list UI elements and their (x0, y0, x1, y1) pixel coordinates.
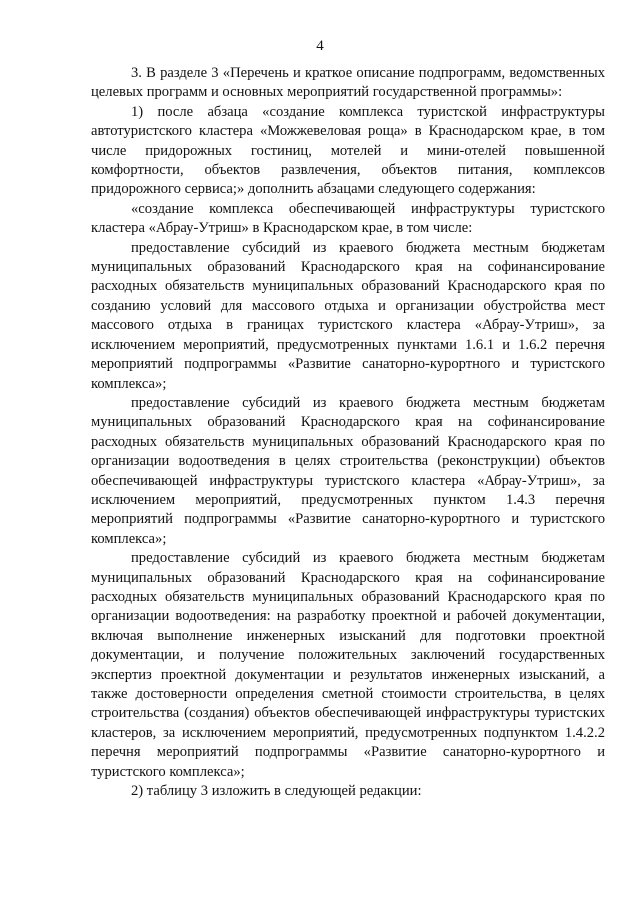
paragraph-subsidy-water-disposal: предоставление субсидий из краевого бюджета местным бюджетам муниципальных образований Краснодарского края на софинансирование расходных обязательств муниципальных образований Краснодарского края по организации водоотведения в целях строительства (реконструкции) объектов обеспечивающей инфраструктуры туристского кластера «Абрау-Утриш», за исключением мероприятий, предусмотренных пунктом 1.4.3 перечня мероприятий подпрограммы «Развитие санаторно-курортного и туристского комплекса»; (91, 394, 605, 547)
paragraph-abrau-utrish-cluster: «создание комплекса обеспечивающей инфраструктуры туристского кластера «Абрау-Утриш» в Краснодарском крае, в том числе: (91, 200, 605, 237)
paragraph-subsidy-design-documentation: предоставление субсидий из краевого бюджета местным бюджетам муниципальных образований Краснодарского края на софинансирование расходных обязательств муниципальных образований Краснодарского края по организации водоотведения: на разработку проектной и рабочей документации, включая выполнение инженерных изысканий для подготовки проектной документации, и получение положительных заключений государственных экспертиз проектной документации и результатов инженерных изысканий, а также достоверности определения сметной стоимости строительства, в целях строительства (создания) объектов обеспечивающей инфраструктуры туристских кластеров, за исключением мероприятий, предусмотренных подпунктом 1.4.2.2 перечня мероприятий подпрограммы «Развитие санаторно-курортного и туристского комплекса»; (91, 550, 605, 780)
paragraph-item-2: 2) таблицу 3 изложить в следующей редакции: (131, 783, 422, 800)
page-number: 4 (316, 38, 324, 54)
paragraph-item-1: 1) после абзаца «создание комплекса туристской инфраструктуры автотуристского кластера «Можжевеловая роща» в Краснодарском крае, в том числе придорожных гостиниц, мотелей и мини-отелей повышенной комфортности, объектов развлечения, объектов питания, комплексов придорожного сервиса;» дополнить абзацами следующего содержания: (91, 103, 605, 198)
paragraph-section-3-intro: 3. В разделе 3 «Перечень и краткое описание подпрограмм, ведомственных целевых программ и основных мероприятий государственной программы»: (91, 65, 605, 101)
document-body (91, 64, 605, 801)
paragraph-subsidy-mass-recreation: предоставление субсидий из краевого бюджета местным бюджетам муниципальных образований Краснодарского края на софинансирование расходных обязательств муниципальных образований Краснодарского края по созданию условий для массового отдыха и организации обустройства мест массового отдыха в границах туристского кластера «Абрау-Утриш», за исключением мероприятий, предусмотренных пунктами 1.6.1 и 1.6.2 перечня мероприятий подпрограммы «Развитие санаторно-курортного и туристского комплекса»; (91, 239, 605, 392)
